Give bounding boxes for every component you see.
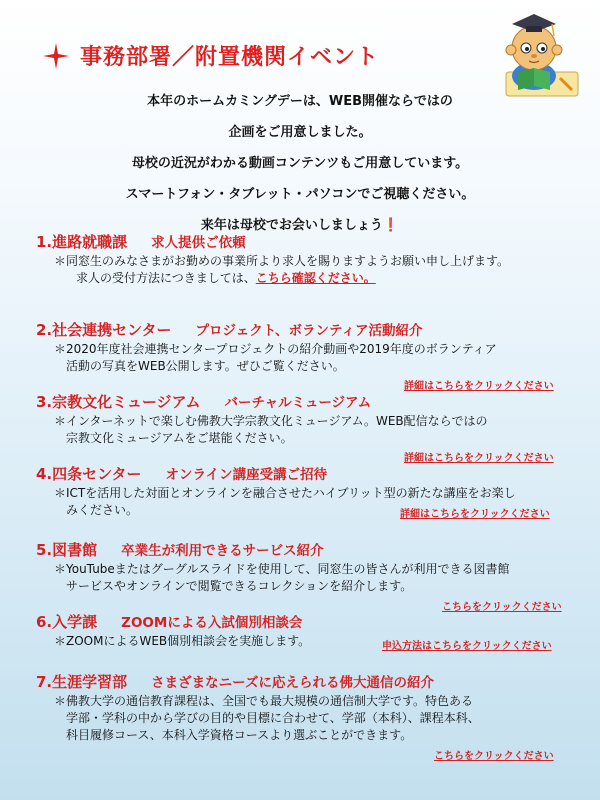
body-line: ＊インターネットで楽しむ佛教大学宗教文化ミュージアム。WEB配信ならではの <box>54 414 488 428</box>
section-subtitle: ZOOMによる入試個別相談会 <box>121 615 303 631</box>
page-title: 事務部署／附置機関イベント <box>80 45 380 70</box>
section-subtitle: プロジェクト、ボランティア活動紹介 <box>195 323 423 339</box>
body-line: 科目履修コース、本科入学資格コースより選ぶことができます。 <box>66 728 413 742</box>
section-social <box>36 320 576 375</box>
intro-line: 母校の近況がわかる動画コンテンツもご用意しています。 <box>131 156 469 171</box>
section-subtitle: バーチャルミュージアム <box>224 395 372 411</box>
section-heading <box>36 672 576 693</box>
body-line: サービスやオンラインで閲覧できるコレクションを紹介します。 <box>66 579 413 593</box>
body-line: ＊佛教大学の通信教育課程は、全国でも最大規模の通信制大学です。特色ある <box>54 694 474 708</box>
section-heading <box>36 612 576 633</box>
section-number: 4. <box>36 465 53 483</box>
intro-line: スマートフォン・タブレット・パソコンでご視聴ください。 <box>125 187 475 202</box>
body-line <box>66 270 576 287</box>
section-body <box>48 561 576 595</box>
section-museum <box>36 392 576 447</box>
section-number: 5. <box>36 541 53 559</box>
section-library <box>36 540 576 595</box>
details-link-social[interactable]: 詳細はこちらをクリックください <box>404 381 554 392</box>
section-number: 1. <box>36 233 53 251</box>
section-subtitle: 卒業生が利用できるサービス紹介 <box>121 543 324 559</box>
body-line: みください。 <box>66 503 139 517</box>
section-career <box>36 232 576 287</box>
intro-line: 企画をご用意しました。 <box>228 125 372 140</box>
body-line: 活動の写真をWEB公開します。ぜひご覧ください。 <box>66 359 345 373</box>
section-body <box>48 413 576 447</box>
section-number: 6. <box>36 613 53 631</box>
details-link-lifelong[interactable]: こちらをクリックください <box>434 751 554 762</box>
section-subtitle: オンライン講座受講ご招待 <box>165 467 328 483</box>
section-number: 7. <box>36 673 53 691</box>
section-body <box>48 693 576 744</box>
apply-link-admissions[interactable]: 申込方法はこちらをクリックください <box>382 641 552 652</box>
section-name: 生涯学習部 <box>52 673 128 691</box>
body-text: 求人の受付方法につきましては、 <box>76 271 256 285</box>
section-lifelong <box>36 672 576 744</box>
body-line: ＊YouTubeまたはグーグルスライドを使用して、同窓生の皆さんが利用できる図書館 <box>54 562 510 576</box>
section-number: 3. <box>36 393 53 411</box>
section-name: 入学課 <box>52 613 98 631</box>
section-heading <box>36 464 576 485</box>
section-name: 図書館 <box>52 541 98 559</box>
details-link-museum[interactable]: 詳細はこちらをクリックください <box>404 453 554 464</box>
body-line: 学部・学科の中から学びの目的や目標に合わせて、学部（本科）、課程本科、 <box>66 711 480 725</box>
section-number: 2. <box>36 321 53 339</box>
section-heading <box>36 232 576 253</box>
section-name: 進路就職課 <box>52 233 128 251</box>
page-title-row <box>42 40 379 71</box>
intro-text <box>0 86 600 241</box>
body-line: ＊2020年度社会連携センタープロジェクトの紹介動画や2019年度のボランティア <box>54 342 497 356</box>
body-line: ＊ZOOMによるWEB個別相談会を実施します。 <box>54 634 311 648</box>
confirm-link[interactable]: こちら確認ください。 <box>255 271 376 285</box>
body-line: ＊同窓生のみなさまがお勤めの事業所より求人を賜りますようお願い申し上げます。 <box>54 254 510 268</box>
body-line: 宗教文化ミュージアムをご堪能ください。 <box>66 431 293 445</box>
section-subtitle: 求人提供ご依頼 <box>151 235 246 251</box>
details-link-library[interactable]: こちらをクリックください <box>442 602 562 613</box>
intro-line: 本年のホームカミングデーは、WEB開催ならではの <box>147 94 453 109</box>
section-subtitle: さまざまなニーズに応えられる佛大通信の紹介 <box>151 675 434 691</box>
section-name: 宗教文化ミュージアム <box>52 393 201 411</box>
section-heading <box>36 392 576 413</box>
section-body <box>48 341 576 375</box>
intro-line: 来年は母校でお会いしましょう❗ <box>200 218 400 233</box>
section-heading <box>36 540 576 561</box>
section-name: 社会連携センター <box>52 321 172 339</box>
details-link-shijo[interactable]: 詳細はこちらをクリックください <box>400 509 550 520</box>
section-heading <box>36 320 576 341</box>
red-star-icon <box>42 42 70 70</box>
section-body <box>48 253 576 287</box>
section-name: 四条センター <box>52 465 142 483</box>
body-line: ＊ICTを活用した対面とオンラインを融合させたハイブリット型の新たな講座をお楽し <box>54 486 516 500</box>
